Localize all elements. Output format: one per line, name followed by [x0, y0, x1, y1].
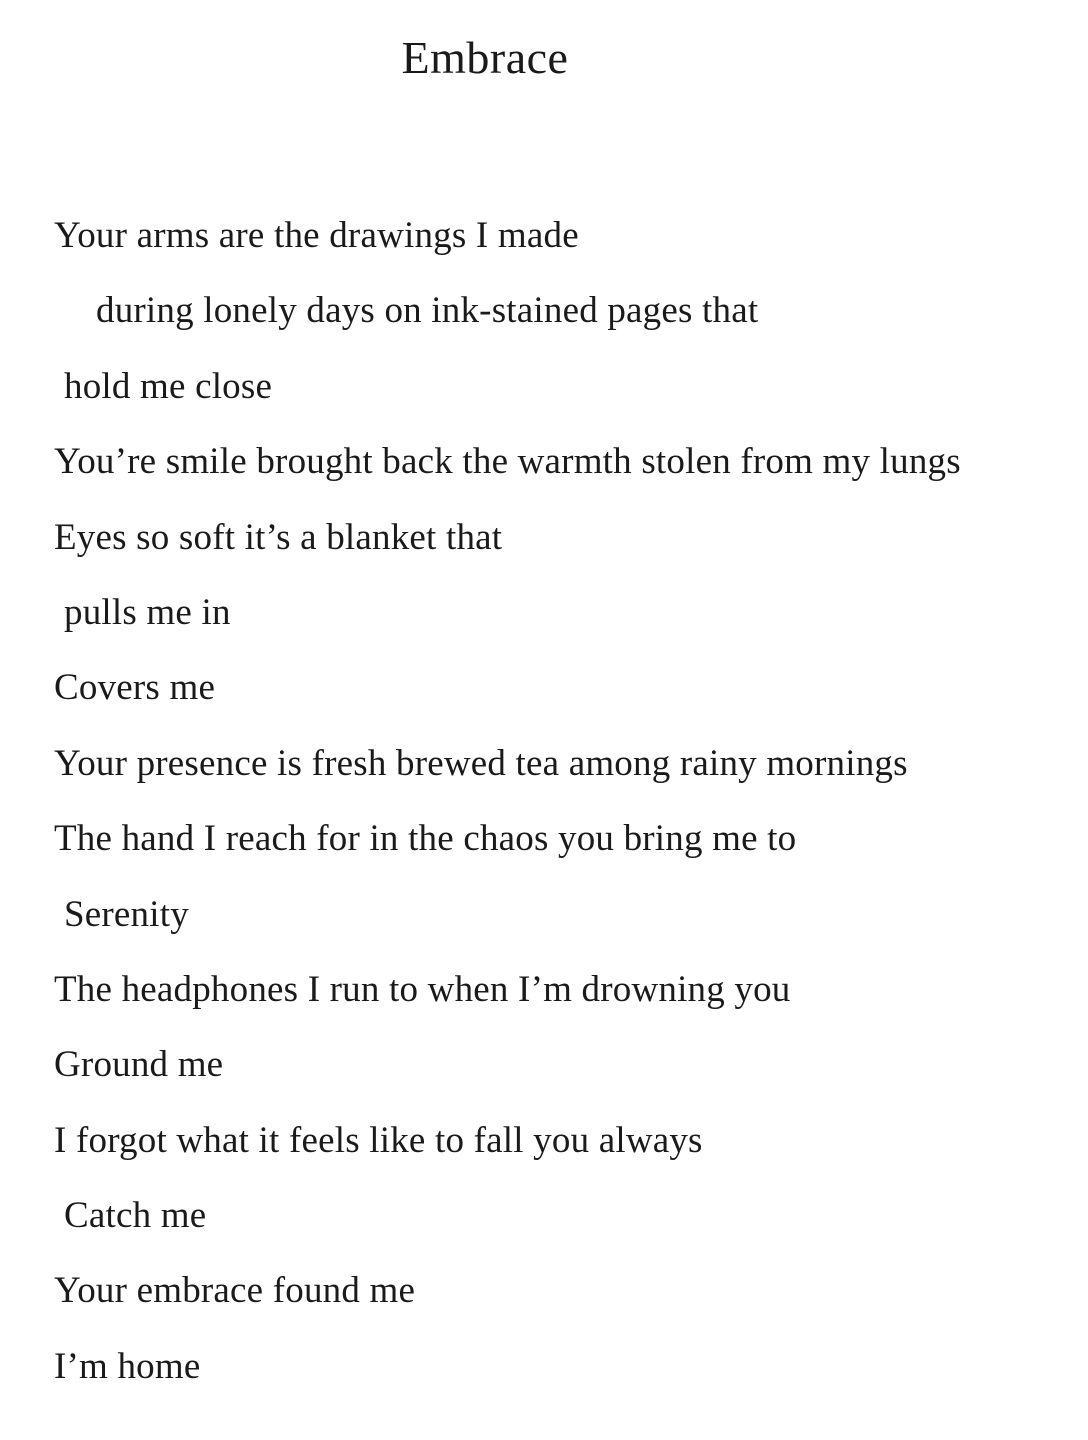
poem-line: Ground me	[54, 1044, 224, 1086]
poem-line: Covers me	[54, 667, 216, 709]
poem-line: pulls me in	[64, 591, 231, 633]
poem-line: hold me close	[64, 365, 273, 407]
poem-line: Serenity	[64, 893, 189, 935]
poem-line: The hand I reach for in the chaos you bring me to	[54, 818, 797, 860]
poem-body	[54, 208, 1064, 1414]
poem-line: Catch me	[64, 1195, 207, 1237]
poem-line: Your presence is fresh brewed tea among rainy mornings	[54, 742, 908, 784]
poem-line: The headphones I run to when I’m drowning you	[54, 968, 791, 1010]
poem-line: Your embrace found me	[54, 1270, 416, 1312]
poem-title: Embrace	[401, 32, 569, 83]
poem-line: during lonely days on ink-stained pages that	[96, 290, 759, 332]
poem-line: Your arms are the drawings I made	[54, 215, 579, 256]
poem-line: You’re smile brought back the warmth stolen from my lungs	[54, 441, 961, 483]
poem-line: I forgot what it feels like to fall you always	[54, 1119, 703, 1161]
poem-line: Eyes so soft it’s a blanket that	[54, 516, 503, 558]
poem-line: I’m home	[54, 1345, 201, 1387]
